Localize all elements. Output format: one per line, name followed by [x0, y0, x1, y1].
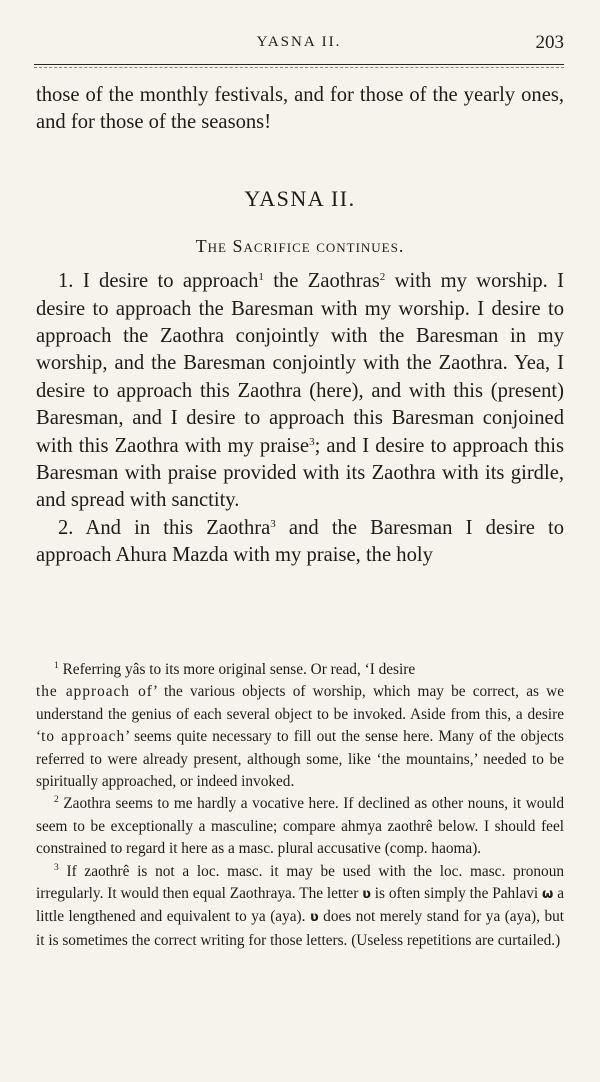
running-head [34, 32, 564, 58]
header-rule [34, 64, 564, 65]
footnote-mark: 1 [54, 661, 59, 671]
footnote-mark: 2 [54, 795, 59, 806]
footnotes [36, 659, 564, 952]
paragraph-number: 2. [58, 516, 74, 539]
chapter-subtitle: The Sacrifice continues. [195, 235, 405, 256]
header-rule-dashed [34, 67, 564, 68]
footnote-2: $^2$ Zaothra seems to me hardly a vocative here. If declined as other nouns, it would seem to be exceptionally a masculine; compare ahmya zaothrê below. I should feel constrained to regard it here as a masc. plural accusative (comp. haoma). [36, 795, 565, 858]
main-text [36, 82, 564, 570]
footnote-ref: 1 [258, 271, 264, 284]
footnote-mark: 3 [54, 862, 59, 873]
footnote-ref: 3 [309, 435, 315, 448]
paragraph-2: 2. And in this Zaothra$^3$ and the Baresman I desire to approach Ahura Mazda with my praise, the holy [36, 516, 565, 567]
chapter-title: YASNA II. [244, 185, 356, 211]
running-title: YASNA II. [256, 34, 342, 50]
continuation-paragraph: those of the monthly festivals, and for those of the yearly ones, and for those of the seasons! [36, 84, 564, 134]
paragraph-1: 1. I desire to approach$^1$ the Zaothras$^2$ with my worship. I desire to approach the Baresman with my worship. I desire to approach the Zaothra conjointly with the Baresman in my worship, and the Baresman conjointly with the Zaothra. Yea, I desire to approach this Zaothra (here), and with this (present) Baresman, and I desire to approach this Baresman conjoined with this Zaothra with my praise$^3$; and I desire to approach this Baresman with praise provided with its Zaothra with its girdle, and spread with sanctity. [36, 270, 564, 512]
footnote-1: $^1$ Referring yâs to its more original sense. Or read, ‘I desire the approach of’ the various objects of worship, which may be correct, as we understand the genius of each several object to be invoked. Aside from this, a desire ‘to approach’ seems quite necessary to fill out the sense here. Many of the objects referred to were already present, although some, like ‘the mountains,’ needed to be spiritually approached, or indeed invoked. [36, 661, 564, 791]
avestan-letter-glyph: ʋ [362, 887, 371, 903]
avestan-letter-glyph: ʋ [309, 910, 319, 926]
footnote-3: $^3$ If zaothrê is not a loc. masc. it may be used with the loc. masc. pronoun irregularly. It would then equal Zaothraya. The letter ʋ is often simply the Pahlavi ω a little lengthened and equivalent to ya (aya). ʋ does not merely stand for ya (aya), but it is sometimes the correct writing for those letters. (Useless repetitions are curtailed.) [36, 862, 564, 949]
paragraph-number: 1. [58, 270, 74, 293]
pahlavi-letter-glyph: ω [542, 887, 554, 903]
page-number: 203 [535, 32, 564, 53]
footnote-ref: 3 [270, 517, 276, 530]
footnote-ref: 2 [379, 271, 386, 284]
